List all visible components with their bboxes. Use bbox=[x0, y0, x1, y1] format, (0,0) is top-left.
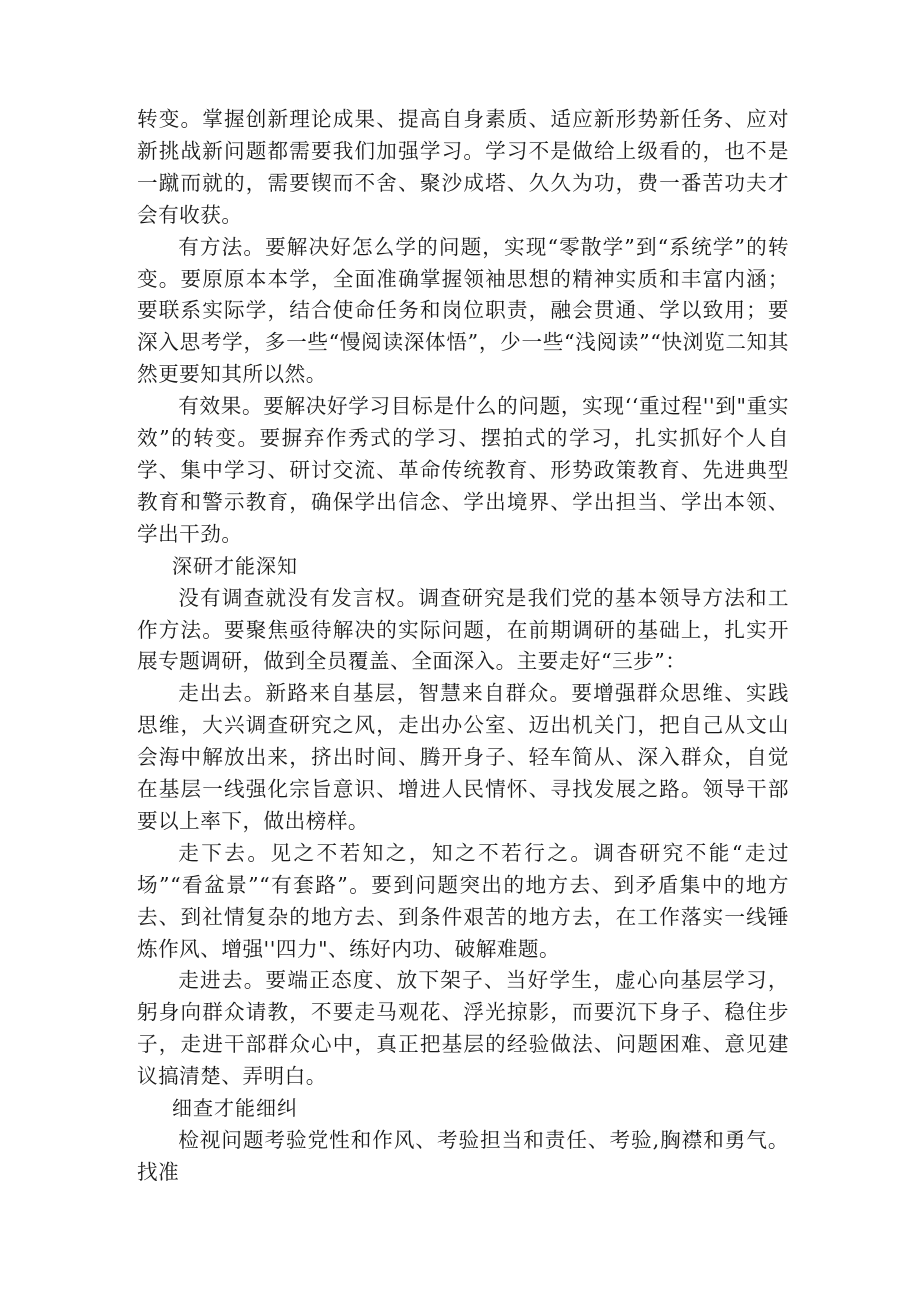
paragraph-go-in: 走进去。要端正态度、放下架子、当好学生，虚心向基层学习，躬身向群众请教，不要走马观花、浮光掠影，而要沉下身子、稳住步子，走进干部群众心中，真正把基层的经验做法、问题困难、意见建议搞清楚、弄明白。 bbox=[137, 968, 789, 1089]
paragraph-check-intro: 检视问题考验党性和作风、考验担当和责任、考验,胸襟和勇气。找准 bbox=[137, 1128, 789, 1184]
paragraph-go-down: 走下去。见之不若知之，知之不若行之。调杳研究不能“走过场”“看盆景”“有套路”。要到问题突出的地方去、到矛盾集中的地方去、到社情复杂的地方去、到条件艰苦的地方去，在工作落实一线锤炼作风、增强''四力"、练好内功、破解难题。 bbox=[137, 840, 789, 961]
paragraph-1: 转变。掌握创新理论成果、提高自身素质、适应新形势新任务、应对新挑战新问题都需要我们加强学习。学习不是做给上级看的，也不是一蹴而就的，需要锲而不舍、聚沙成塔、久久为功，费一番苦功夫才会有收获。 bbox=[137, 107, 789, 227]
document-page bbox=[137, 104, 789, 1189]
paragraph-go-out: 走出去。新路来自基层，智慧来自群众。要增强群众思维、实践思维，大兴调查研究之风，走出办公室、迈出机关门，把自己从文山会海中解放出来，挤出时间、腾开身子、轻车简从、深入群众，自觉在基层一线强化宗旨意识、增进人民情怀、寻找发展之路。领导干部要以上率下，做出榜样。 bbox=[137, 681, 789, 833]
paragraph-research-intro: 没有调查就没有发言权。调查研究是我们党的基本领导方法和工作方法。要聚焦亟待解决的实际问题，在前期调研的基础上，扎实开展专题调研，做到全员覆盖、全面深入。主要走好“三步”： bbox=[137, 585, 789, 674]
paragraph-methods: 有方法。要解决好怎么学的问题，实现“零散学”到“系统学”的转变。要原原本本学，全面准确掌握领袖思想的精神实质和丰富内涵；要联系实际学，结合使命任务和岗位职责，融会贯通、学以致用；要深入思考学，多一些“慢阅读深体悟”，少一些“浅阅读”“快浏览二知其然更要知其所以然。 bbox=[137, 234, 789, 387]
section-heading-deep-research: 深研才能深知 bbox=[172, 553, 298, 578]
section-heading-detailed-check: 细查才能细纠 bbox=[172, 1096, 298, 1121]
paragraph-effects: 有效果。要解决好学习目标是什么的问题，实现‘‘重过程''到"重实效”的转变。要摒弃作秀式的学习、摆拍式的学习，扎实抓好个人自学、集中学习、研讨交流、革命传统教育、形势政策教育、先进典型教育和警示教育，确保学出信念、学出境界、学出担当、学出本领、学出干劲。 bbox=[137, 394, 789, 546]
